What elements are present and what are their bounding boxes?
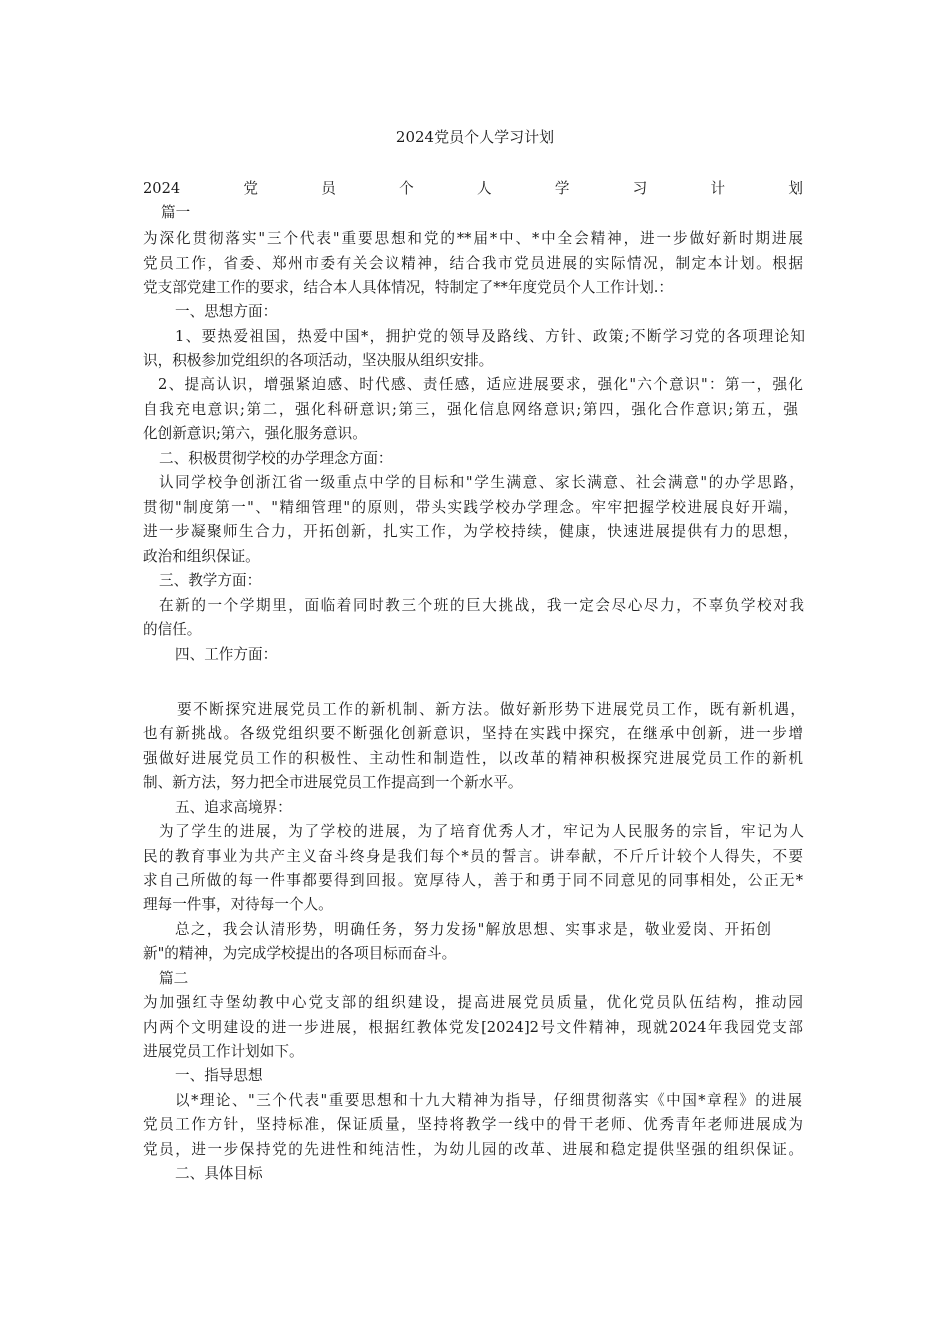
text-line: 党支部党建工作的要求，结合本人具体情况，特制定了**年度党员个人工作计划.： xyxy=(143,279,674,296)
text-line: 要不断探究进展党员工作的新机制、新方法。做好新形势下进展党员工作，既有新机遇， xyxy=(177,701,805,718)
text-line: 篇一 xyxy=(161,204,191,221)
text-line: 的信任。 xyxy=(143,621,202,638)
text-line: 三、教学方面： xyxy=(159,572,262,589)
text-line: 为了学生的进展，为了学校的进展，为了培育优秀人才，牢记为人民服务的宗旨，牢记为人 xyxy=(159,823,804,840)
text-line: 篇二 xyxy=(159,970,189,987)
text-line: 进一步凝聚师生合力，开拓创新，扎实工作，为学校持续，健康，快速进展提供有力的思想， xyxy=(143,523,798,540)
text-line: 进展党员工作计划如下。 xyxy=(143,1043,304,1060)
text-line: 总之，我会认清形势，明确任务，努力发扬"解放思想、实事求是，敬业爱岗、开拓创 xyxy=(175,921,771,938)
text-line: 五、追求高境界： xyxy=(175,799,292,816)
text-line: 认同学校争创浙江省一级重点中学的目标和"学生满意、家长满意、社会满意"的办学思路， xyxy=(159,474,804,491)
text-line: 2、提高认识，增强紧迫感、时代感、责任感，适应进展要求，强化"六个意识"：第一，强化 xyxy=(158,376,803,393)
text-line: 党员工作方针，坚持标准，保证质量，坚持将教学一线中的骨干老师、优秀青年老师进展成为 xyxy=(143,1116,803,1133)
text-line: 1、要热爱祖国，热爱中国*，拥护党的领导及路线、方针、政策;不断学习党的各项理论知 xyxy=(175,328,805,345)
text-line: 自我充电意识;第二，强化科研意识;第三，强化信息网络意识;第四，强化合作意识;第五，强 xyxy=(143,401,798,418)
text-line: 一、指导思想 xyxy=(175,1067,263,1084)
text-line: 四、工作方面： xyxy=(175,646,278,663)
text-line: 为深化贯彻落实"三个代表"重要思想和党的**届*中、*中全会精神，进一步做好新时期进展 xyxy=(143,230,803,247)
document-title: 2024党员个人学习计划 xyxy=(395,128,555,146)
text-line: 内两个文明建设的进一步进展，根据红教体党发[2024]2号文件精神，现就2024年我园党支部 xyxy=(143,1019,803,1036)
text-line: 一、思想方面： xyxy=(175,303,278,320)
text-line: 二、具体目标 xyxy=(175,1165,263,1182)
text-line: 贯彻"制度第一"、"精细管理"的原则，带头实践学校办学理念。牢牢把握学校进展良好开端， xyxy=(143,499,798,516)
text-line: 为加强红寺堡幼教中心党支部的组织建设，提高进展党员质量，优化党员队伍结构，推动园 xyxy=(143,994,803,1011)
text-line: 政治和组织保证。 xyxy=(143,548,260,565)
text-line: 识，积极参加党组织的各项活动，坚决服从组织安排。 xyxy=(143,352,494,369)
text-line: 2024党员个人学习计划 xyxy=(143,180,803,197)
text-line: 党员，进一步保持党的先进性和纯洁性，为幼儿园的改革、进展和稳定提供坚强的组织保证。 xyxy=(143,1141,803,1158)
text-line: 理每一件事，对待每一个人。 xyxy=(143,896,333,913)
text-line: 在新的一个学期里，面临着同时教三个班的巨大挑战，我一定会尽心尽力，不辜负学校对我 xyxy=(159,597,804,614)
text-line: 民的教育事业为共产主义奋斗终身是我们每个*员的誓言。讲奉献，不斤斤计较个人得失，不要 xyxy=(143,848,803,865)
text-line: 以*理论、"三个代表"重要思想和十九大精神为指导，仔细贯彻落实《中国*章程》的进展 xyxy=(175,1092,802,1109)
text-line: 化创新意识;第六，强化服务意识。 xyxy=(143,425,367,442)
text-line: 也有新挑战。各级党组织要不断强化创新意识，坚持在实践中探究，在继承中创新，进一步增 xyxy=(143,725,803,742)
text-line: 强做好进展党员工作的积极性、主动性和制造性，以改革的精神积极探究进展党员工作的新机 xyxy=(143,750,803,767)
text-line: 制、新方法，努力把全市进展党员工作提高到一个新水平。 xyxy=(143,774,523,791)
text-line: 二、积极贯彻学校的办学理念方面： xyxy=(159,450,393,467)
text-line: 求自己所做的每一件事都要得到回报。宽厚待人，善于和勇于同不同意见的同事相处，公正无* xyxy=(143,872,803,889)
text-line: 新"的精神，为完成学校提出的各项目标而奋斗。 xyxy=(143,945,457,962)
text-line: 党员工作，省委、郑州市委有关会议精神，结合我市党员进展的实际情况，制定本计划。根据 xyxy=(143,255,803,272)
